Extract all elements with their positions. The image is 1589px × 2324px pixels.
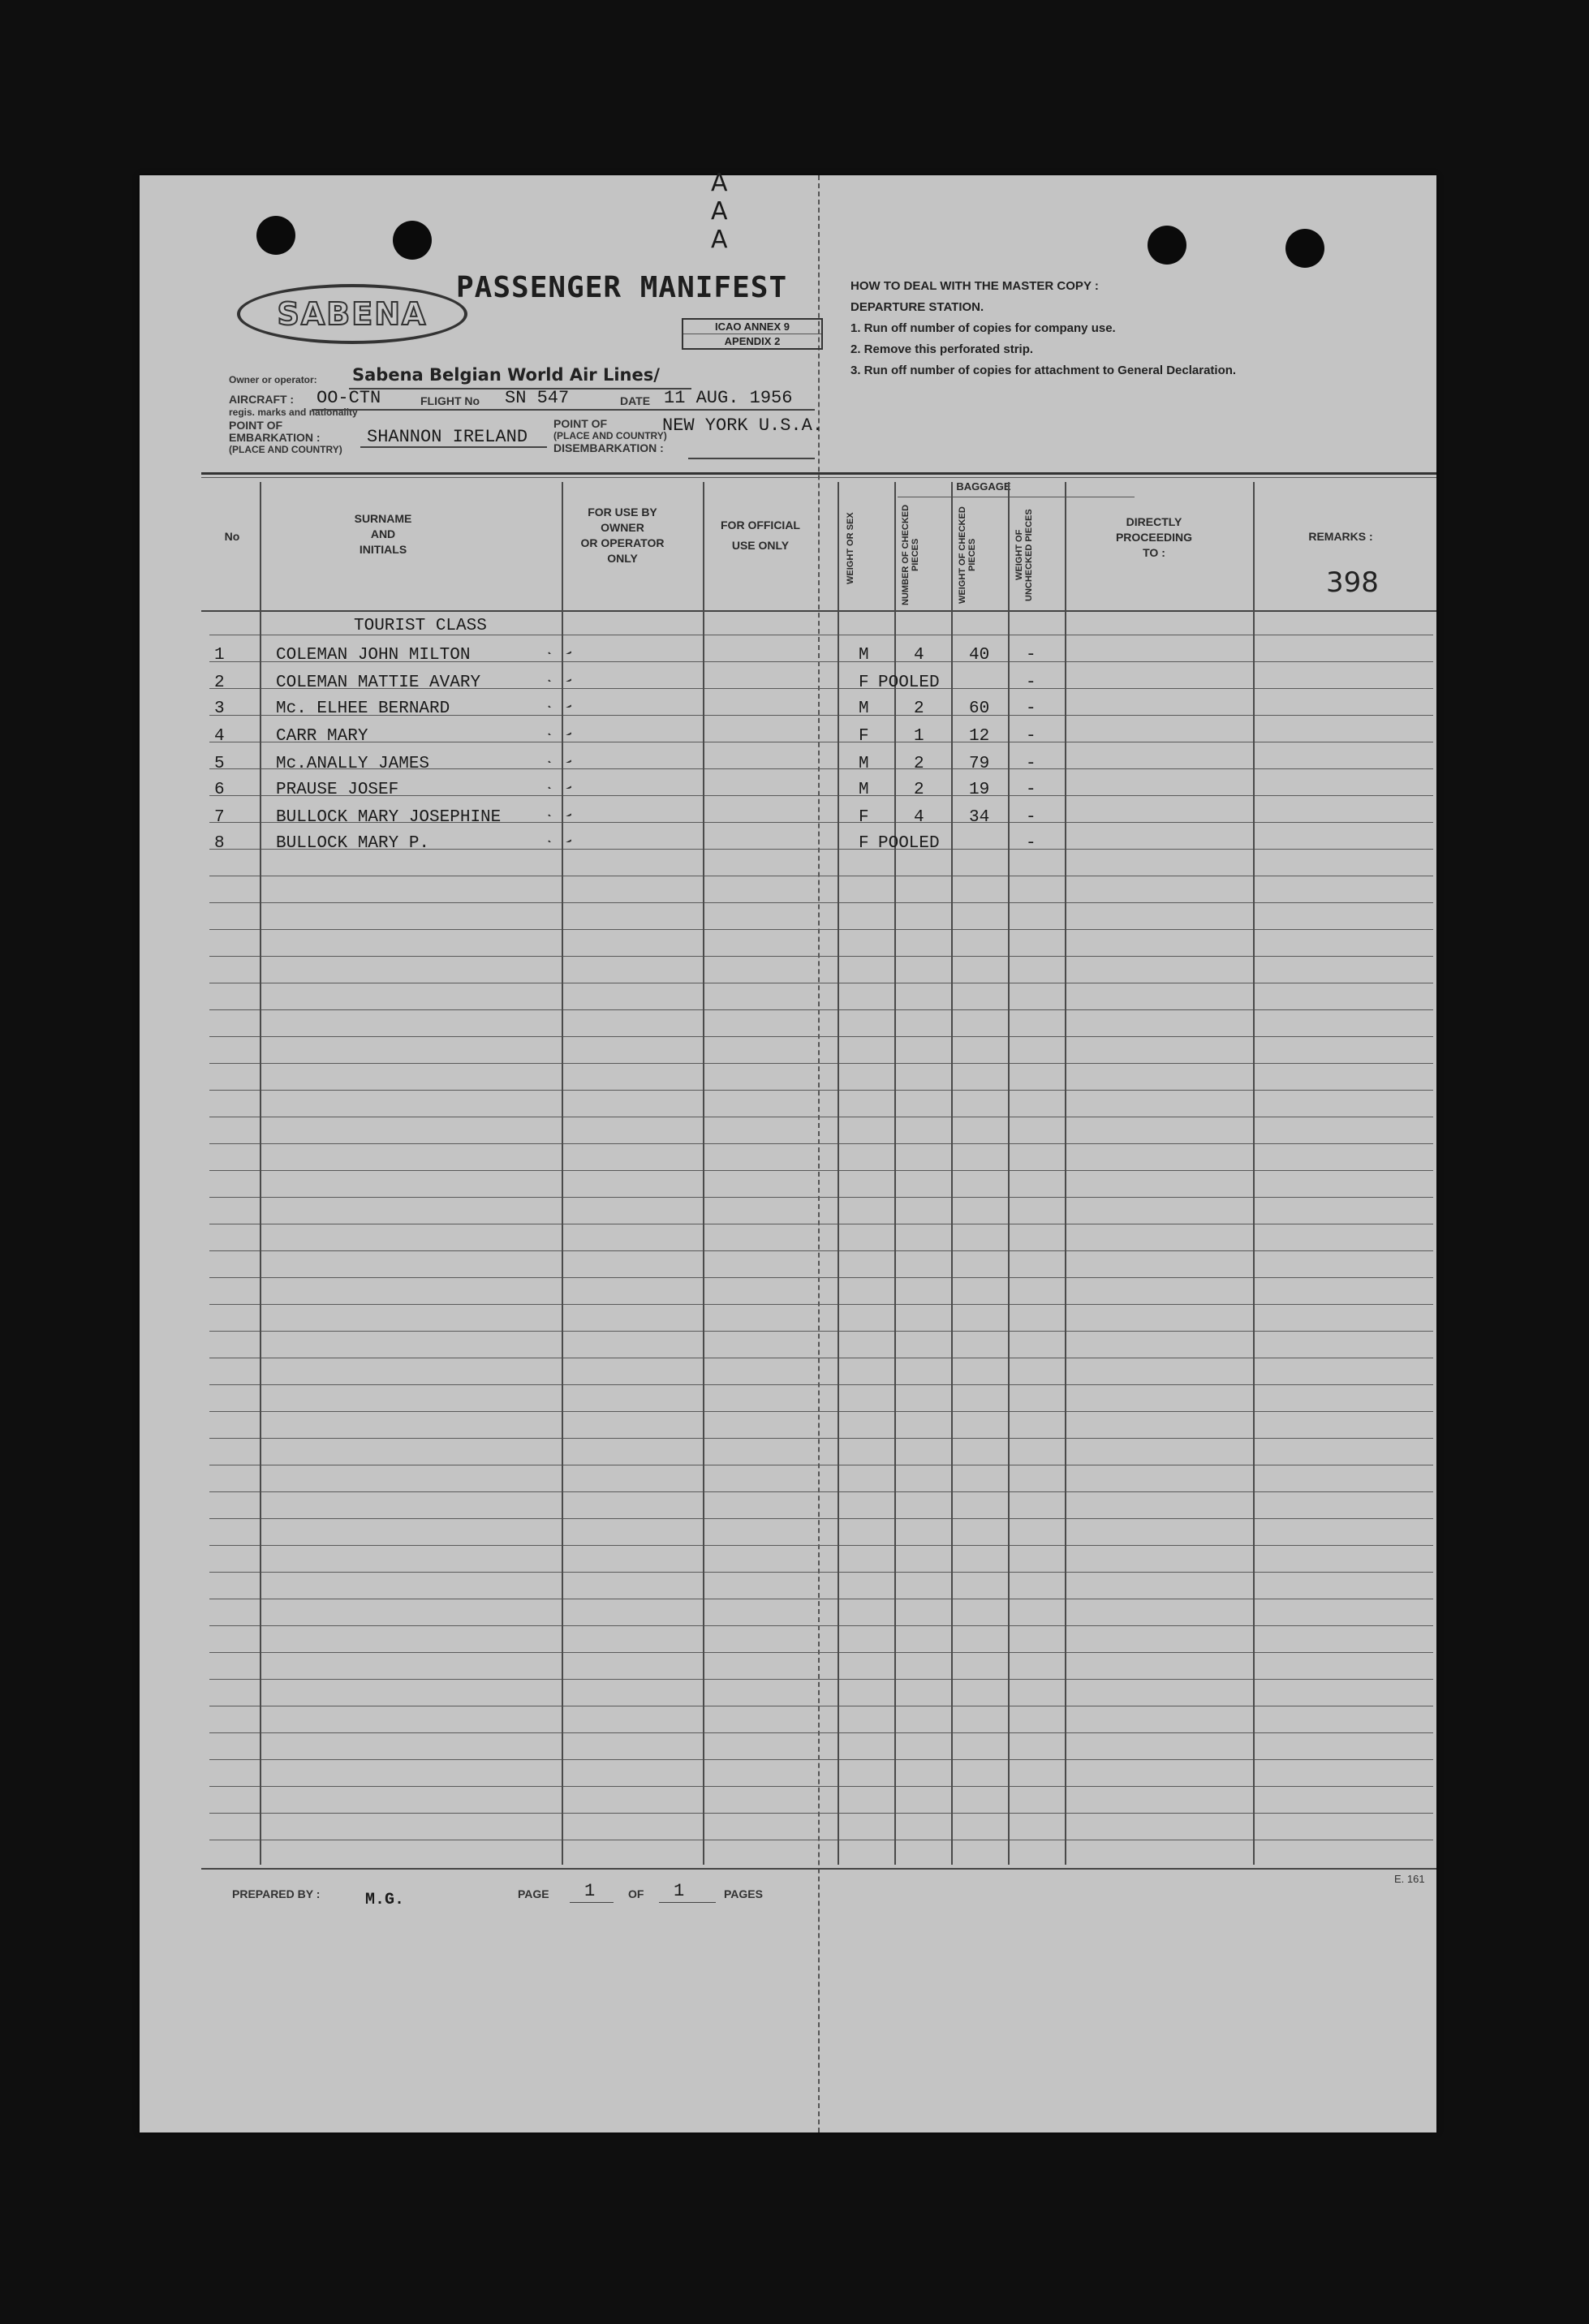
row-number: 2 — [214, 674, 225, 692]
col-header-baggage: BAGGAGE — [956, 480, 1011, 493]
date-label: DATE — [620, 394, 651, 407]
ruled-line — [209, 1625, 1433, 1626]
ruled-line — [209, 1813, 1433, 1814]
official-mark: A — [711, 169, 728, 197]
passenger-name: PRAUSE JOSEF — [276, 781, 399, 799]
owner-value: Sabena Belgian World Air Lines/ — [352, 365, 660, 385]
date-value: 11 AUG. 1956 — [664, 388, 793, 408]
ruled-line — [209, 956, 1433, 957]
ruled-line — [209, 1384, 1433, 1385]
of-underline — [659, 1902, 716, 1903]
page-label: PAGE — [518, 1887, 549, 1900]
row-number: 7 — [214, 808, 225, 827]
ruled-line — [209, 1786, 1433, 1787]
ruled-line — [209, 1438, 1433, 1439]
column-divider — [703, 482, 704, 1865]
of-value: 1 — [674, 1881, 685, 1901]
embarkation-label-1: POINT OF — [229, 419, 283, 432]
unchecked-weight: - — [1026, 808, 1036, 827]
ruled-line — [209, 1759, 1433, 1760]
checked-weight: 40 — [969, 646, 990, 665]
sex-value: M — [859, 646, 869, 665]
column-divider — [562, 482, 563, 1865]
punch-hole — [256, 216, 295, 255]
sex-value: F — [859, 674, 869, 692]
official-mark: A — [711, 197, 728, 226]
col-header-proceeding-3: TO : — [1143, 546, 1165, 559]
instructions-heading: HOW TO DEAL WITH THE MASTER COPY : — [850, 279, 1099, 293]
col-header-surname — [261, 511, 505, 557]
column-divider — [260, 482, 261, 1865]
col-header-surname-2: AND — [370, 527, 396, 540]
row-number: 3 — [214, 699, 225, 718]
flight-label: FLIGHT No — [420, 394, 480, 407]
checked-weight: 19 — [969, 781, 990, 799]
ruled-line — [209, 1036, 1433, 1037]
ruled-line — [209, 1277, 1433, 1278]
ruled-line — [209, 1304, 1433, 1305]
check-mark-icon — [547, 693, 571, 708]
instructions-station: DEPARTURE STATION. — [850, 300, 984, 314]
checked-weight: 12 — [969, 727, 990, 746]
col-header-remarks: REMARKS : — [1308, 530, 1373, 543]
row-number: 8 — [214, 834, 225, 853]
embarkation-value: SHANNON IRELAND — [367, 427, 528, 447]
checked-weight: 60 — [969, 699, 990, 718]
ruled-line — [209, 1170, 1433, 1171]
row-number: 1 — [214, 646, 225, 665]
section-heading: TOURIST CLASS — [354, 617, 487, 635]
checked-pieces: POOLED — [878, 834, 940, 853]
col-header-official-1: FOR OFFICIAL — [721, 519, 800, 532]
checked-pieces: 1 — [914, 727, 924, 746]
check-mark-icon — [547, 802, 571, 816]
flight-value: SN 547 — [505, 388, 570, 408]
ruled-line — [209, 1572, 1433, 1573]
check-mark-icon — [547, 748, 571, 763]
unchecked-weight: - — [1026, 727, 1036, 746]
ruled-line — [209, 1009, 1433, 1010]
ruled-line — [209, 1250, 1433, 1251]
ruled-line — [209, 1545, 1433, 1546]
sex-value: M — [859, 755, 869, 773]
icao-box — [682, 318, 823, 350]
check-mark-icon — [547, 774, 571, 789]
checked-pieces: 2 — [914, 755, 924, 773]
passenger-name: BULLOCK MARY P. — [276, 834, 430, 853]
instructions-step-2: 2. Remove this perforated strip. — [850, 342, 1034, 356]
remarks-number: 398 — [1326, 566, 1379, 599]
ruled-line — [209, 1090, 1433, 1091]
ruled-line — [209, 1732, 1433, 1733]
column-divider — [838, 482, 839, 1865]
passenger-name: COLEMAN JOHN MILTON — [276, 646, 471, 665]
col-header-owner — [562, 505, 683, 566]
sex-value: M — [859, 781, 869, 799]
passenger-name: BULLOCK MARY JOSEPHINE — [276, 808, 502, 827]
unchecked-weight: - — [1026, 755, 1036, 773]
ruled-line — [209, 929, 1433, 930]
column-divider — [951, 482, 953, 1865]
passenger-name: Mc.ANALLY JAMES — [276, 755, 430, 773]
punch-hole — [393, 221, 432, 260]
column-divider — [1065, 482, 1066, 1865]
instructions-step-3: 3. Run off number of copies for attachment to General Declaration. — [850, 364, 1237, 377]
instructions-block — [850, 276, 1419, 381]
col-header-official — [700, 518, 821, 553]
sex-value: F — [859, 727, 869, 746]
disembarkation-label-2: (PLACE AND COUNTRY) — [553, 430, 667, 441]
col-header-checked-number: NUMBER OF CHECKED PIECES — [901, 504, 920, 606]
col-header-surname-3: INITIALS — [359, 543, 407, 556]
col-header-no: No — [224, 530, 240, 543]
col-header-owner-4: ONLY — [607, 552, 638, 565]
col-header-owner-3: OR OPERATOR — [580, 536, 665, 549]
column-divider — [1253, 482, 1255, 1865]
disembarkation-underline — [688, 458, 815, 459]
col-header-owner-2: OWNER — [601, 521, 644, 534]
col-header-unchecked-weight: WEIGHT OF UNCHECKED PIECES — [1014, 509, 1034, 601]
unchecked-weight: - — [1026, 646, 1036, 665]
aircraft-value: OO-CTN — [317, 388, 381, 408]
form-code: E. 161 — [1394, 1873, 1425, 1885]
col-header-proceeding — [1081, 514, 1227, 561]
aircraft-label: AIRCRAFT : — [229, 393, 295, 406]
checked-pieces: 2 — [914, 699, 924, 718]
col-header-owner-1: FOR USE BY — [588, 506, 657, 519]
disembarkation-label-1: POINT OF — [553, 417, 608, 430]
passenger-name: CARR MARY — [276, 727, 368, 746]
ruled-line — [209, 1652, 1433, 1653]
ruled-line — [209, 1143, 1433, 1144]
row-number: 6 — [214, 781, 225, 799]
pages-label: PAGES — [724, 1887, 763, 1900]
ruled-line — [209, 1197, 1433, 1198]
of-label: OF — [628, 1887, 644, 1900]
unchecked-weight: - — [1026, 834, 1036, 853]
table-header-bottom-rule — [201, 610, 1436, 612]
table-top-rule-2 — [201, 477, 1436, 478]
sex-value: F — [859, 808, 869, 827]
checked-weight: 79 — [969, 755, 990, 773]
footer-rule — [201, 1868, 1436, 1870]
prepared-by-value: M.G. — [365, 1891, 405, 1909]
passenger-name: Mc. ELHEE BERNARD — [276, 699, 450, 718]
check-mark-icon — [547, 639, 571, 654]
instructions-step-1: 1. Run off number of copies for company use. — [850, 321, 1116, 335]
sabena-logo — [237, 284, 467, 344]
checked-pieces: 4 — [914, 808, 924, 827]
row-number: 5 — [214, 755, 225, 773]
aircraft-underline — [312, 409, 815, 411]
official-mark: A — [711, 226, 728, 254]
check-mark-icon — [547, 721, 571, 735]
checked-pieces: 2 — [914, 781, 924, 799]
ruled-line — [209, 1679, 1433, 1680]
passenger-name: COLEMAN MATTIE AVARY — [276, 674, 481, 692]
column-divider — [1008, 482, 1010, 1865]
check-mark-icon — [547, 667, 571, 682]
page-value: 1 — [584, 1881, 596, 1901]
owner-label: Owner or operator: — [229, 374, 317, 385]
aircraft-sub-label: regis. marks and nationality — [229, 407, 358, 418]
unchecked-weight: - — [1026, 674, 1036, 692]
checked-pieces: 4 — [914, 646, 924, 665]
col-header-proceeding-1: DIRECTLY — [1126, 515, 1182, 528]
col-header-official-2: USE ONLY — [731, 539, 790, 552]
ruled-line — [209, 1063, 1433, 1064]
disembarkation-label-3: DISEMBARKATION : — [553, 441, 664, 454]
col-header-checked-weight: WEIGHT OF CHECKED PIECES — [958, 506, 977, 604]
embarkation-label-2: EMBARKATION : — [229, 431, 321, 444]
sex-value: M — [859, 699, 869, 718]
unchecked-weight: - — [1026, 699, 1036, 718]
row-number: 4 — [214, 727, 225, 746]
icao-line-2: APENDIX 2 — [683, 334, 821, 348]
embarkation-underline — [360, 446, 547, 448]
ruled-line — [209, 1411, 1433, 1412]
check-mark-icon — [547, 828, 571, 842]
checked-pieces: POOLED — [878, 674, 940, 692]
ruled-line — [209, 1518, 1433, 1519]
col-header-surname-1: SURNAME — [354, 512, 412, 525]
page-underline — [570, 1902, 614, 1903]
col-header-weight-sex: WEIGHT OR SEX — [846, 512, 855, 585]
prepared-by-label: PREPARED BY : — [232, 1887, 321, 1900]
ruled-line — [209, 1491, 1433, 1492]
ruled-line — [209, 1331, 1433, 1332]
ruled-line — [209, 902, 1433, 903]
page-title: PASSENGER MANIFEST — [456, 271, 788, 304]
icao-line-1: ICAO ANNEX 9 — [715, 321, 790, 333]
col-header-proceeding-2: PROCEEDING — [1115, 531, 1193, 544]
checked-weight: 34 — [969, 808, 990, 827]
sex-value: F — [859, 834, 869, 853]
unchecked-weight: - — [1026, 781, 1036, 799]
embarkation-label-3: (PLACE AND COUNTRY) — [229, 444, 342, 455]
logo-text: SABENA — [277, 296, 428, 332]
disembarkation-value: NEW YORK U.S.A. — [662, 415, 824, 436]
table-top-rule — [201, 472, 1436, 475]
manifest-sheet — [140, 169, 1436, 2132]
